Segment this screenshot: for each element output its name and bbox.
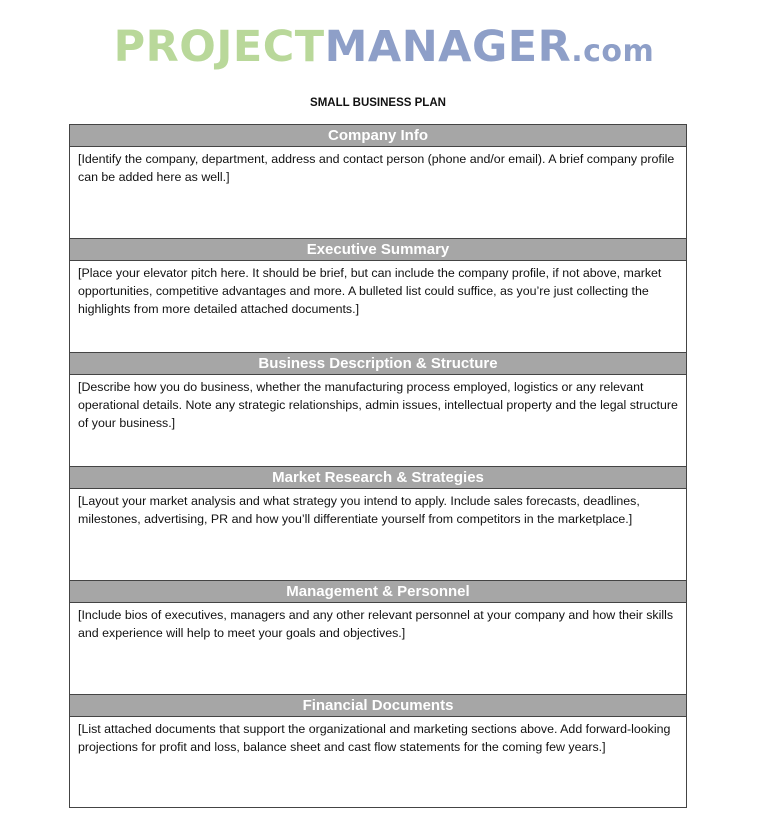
section-market-research — [70, 467, 686, 581]
section-header: Management & Personnel — [70, 581, 686, 603]
document-title: SMALL BUSINESS PLAN — [310, 97, 446, 109]
section-company-info — [70, 125, 686, 239]
section-body-field[interactable]: [Identify the company, department, address and contact person (phone and/or email). A brief company profile can be added here as well.] — [70, 147, 686, 239]
section-header: Business Description & Structure — [70, 353, 686, 375]
projectmanager-logo — [0, 22, 768, 72]
section-header: Executive Summary — [70, 239, 686, 261]
section-header: Financial Documents — [70, 695, 686, 717]
section-body-field[interactable]: [Place your elevator pitch here. It should be brief, but can include the company profile, if not above, market opportunities, competitive advantages and more. A bulleted list could suffice, as you’re just collecting the highlights from more detailed attached documents.] — [70, 261, 686, 353]
section-header: Company Info — [70, 125, 686, 147]
section-body-field[interactable]: [List attached documents that support the organizational and marketing sections above. Add forward-looking projections for profit and loss, balance sheet and cast flow statements for the coming few years.] — [78, 722, 671, 754]
section-body-field[interactable]: [Describe how you do business, whether the manufacturing process employed, logistics or any relevant operational details. Note any strategic relationships, admin issues, intellectual property and the legal structure of your business.] — [70, 375, 686, 467]
section-header: Market Research & Strategies — [70, 467, 686, 489]
section-management-personnel — [70, 581, 686, 695]
section-business-description — [70, 353, 686, 467]
section-body-field[interactable]: [Include bios of executives, managers and any other relevant personnel at your company and how their skills and experience will help to meet your goals and objectives.] — [70, 603, 686, 695]
section-financial-documents — [70, 695, 686, 807]
logo-domain-text: .com — [571, 34, 655, 69]
logo-manager-text: MANAGER — [324, 22, 572, 72]
business-plan-table — [69, 124, 687, 808]
section-executive-summary — [70, 239, 686, 353]
logo-project-text: PROJECT — [113, 22, 325, 72]
section-body-field[interactable]: [Layout your market analysis and what strategy you intend to apply. Include sales forecasts, deadlines, milestones, advertising, PR and how you’ll differentiate yourself from competitors in the marketplace.] — [70, 489, 686, 581]
